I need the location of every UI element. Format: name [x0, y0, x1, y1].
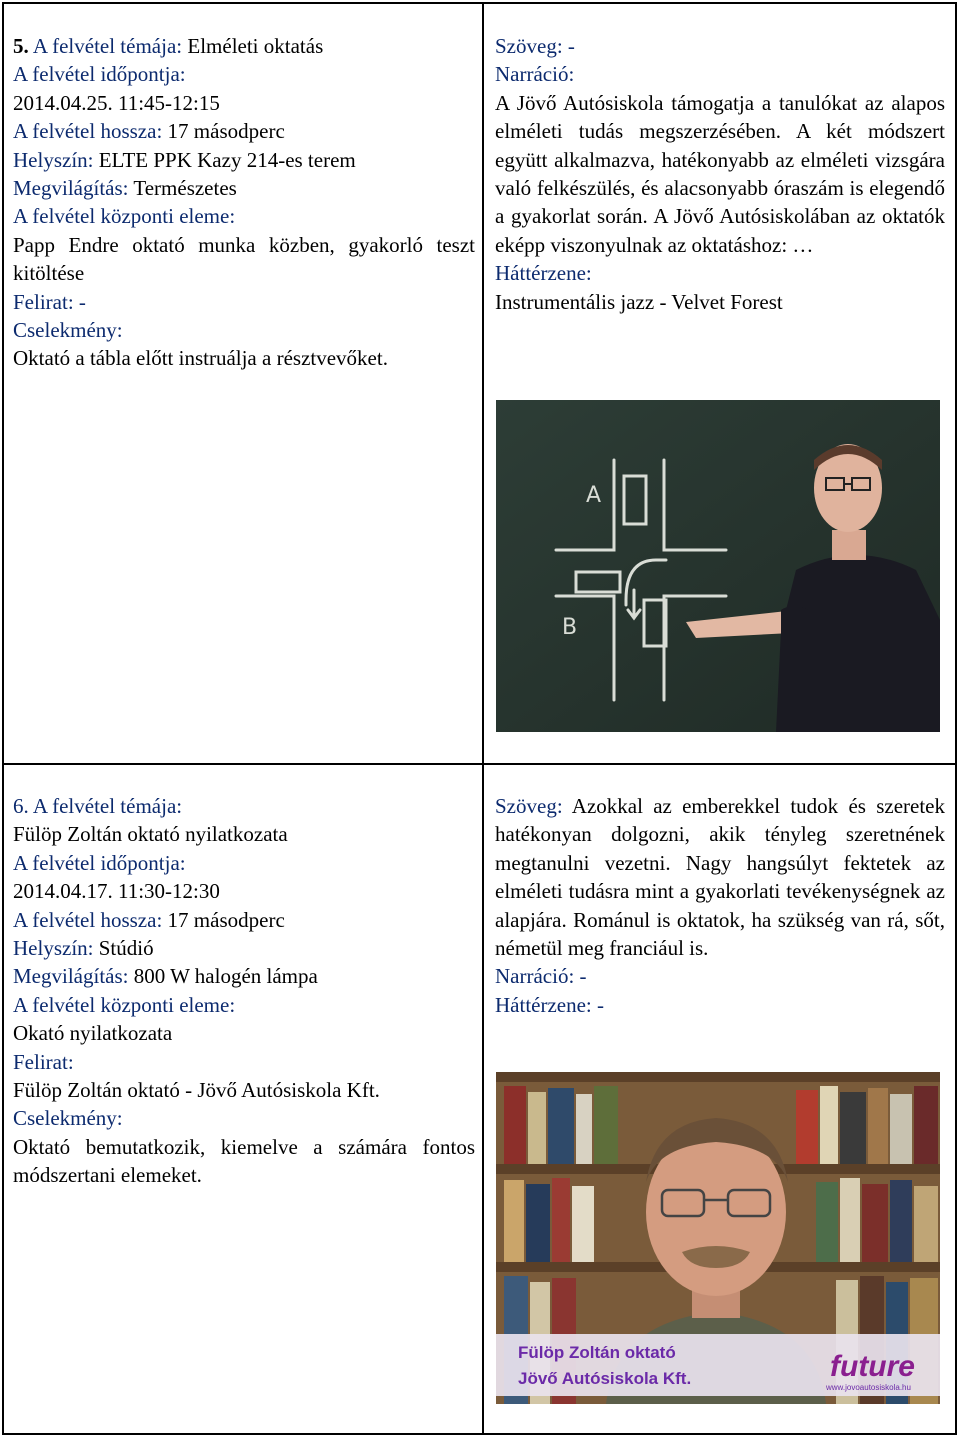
center-value: Okató nyilatkozata [13, 1021, 173, 1046]
narration-label: Narráció: [495, 62, 575, 87]
topic-value: Fülöp Zoltán oktató nyilatkozata [13, 822, 288, 847]
table-border-bottom [2, 1433, 957, 1435]
lighting-label: Megvilágítás: [13, 176, 129, 201]
lighting-value: Természetes [133, 176, 237, 201]
board-letter-b: B [562, 615, 578, 640]
length-value: 17 másodperc [167, 119, 285, 144]
time-label: A felvétel időpontja: [13, 850, 186, 875]
future-logo: future [830, 1350, 915, 1383]
board-letter-a: A [586, 483, 602, 508]
table-border-right [955, 2, 957, 1435]
interview-illustration [496, 1072, 940, 1404]
center-label: A felvétel központi eleme: [13, 204, 236, 229]
action-label: Cselekmény: [13, 318, 123, 343]
topic-value: Elméleti oktatás [187, 34, 324, 58]
music-label: Háttérzene: - [495, 992, 605, 1017]
topic-label: A felvétel témája: [32, 34, 183, 58]
center-value: Papp Endre oktató munka közben, gyakorló teszt kitöltése [13, 232, 475, 286]
length-value: 17 másodperc [167, 907, 285, 932]
caption-value: Fülöp Zoltán oktató - Jövő Autósiskola Kft. [13, 1078, 380, 1103]
length-label: A felvétel hossza: [13, 119, 163, 144]
caption-label: Felirat: - [13, 289, 86, 314]
shot-6-script [495, 792, 945, 1019]
table-border-left [2, 2, 4, 1435]
number-topic-label: 6. A felvétel témája: [13, 794, 183, 818]
table-border-top [2, 2, 957, 4]
time-value: 2014.04.25. 11:45-12:15 [13, 90, 220, 115]
table-row-divider [2, 763, 957, 765]
narration-value: A Jövő Autósiskola támogatja a tanulókat az alapos elméleti tudás megszerzésében. A két módszert együtt alkalmazva, hatékonyabb az elméleti vizsgára való felkészülés, és alacsonyabb óraszám is elegendő a gyakorlat során. A Jövő Autósiskolában az oktatók eképp viszonyulnak az oktatáshoz: … [495, 90, 945, 257]
logo-url: www.jovoautosiskola.hu [826, 1383, 911, 1392]
lighting-label: Megvilágítás: [13, 964, 129, 989]
interview-photo [496, 1072, 940, 1404]
overlay-name: Fülöp Zoltán oktató [518, 1343, 676, 1362]
music-value: Instrumentális jazz - Velvet Forest [495, 289, 783, 314]
center-label: A felvétel központi eleme: [13, 992, 236, 1017]
shot-5-metadata [13, 32, 475, 373]
place-value: Stúdió [98, 936, 154, 961]
time-value: 2014.04.17. 11:30-12:30 [13, 879, 220, 904]
action-label: Cselekmény: [13, 1106, 123, 1131]
text-value: Azokkal az emberekkel tudok és szeretek hatékonyan dolgozni, akik tényleg szeretnének megtanulni vezetni. Nagy hangsúlyt fektetek az elméleti tudásra mint a gyakorlati tevékenységnek az alapjára. Románul is oktatok, ha szükség van rá, sőt, németül meg franciául is. [495, 794, 946, 961]
shot-5-script [495, 32, 945, 316]
shot-number: 5. [13, 34, 29, 58]
overlay-school: Jövő Autósiskola Kft. [518, 1369, 692, 1388]
shot-6-metadata [13, 792, 475, 1190]
caption-label: Felirat: [13, 1049, 74, 1074]
narration-label: Narráció: - [495, 964, 587, 989]
text-label: Szöveg: [495, 794, 563, 818]
chalkboard-photo [496, 400, 940, 732]
lighting-value: 800 W halogén lámpa [133, 964, 318, 989]
length-label: A felvétel hossza: [13, 907, 163, 932]
action-value: Oktató bemutatkozik, kiemelve a számára fontos módszertani elemeket. [13, 1134, 475, 1188]
document-table [2, 2, 957, 1435]
time-label: A felvétel időpontja: [13, 62, 186, 87]
chalkboard-illustration [496, 400, 940, 732]
place-value: ELTE PPK Kazy 214-es terem [98, 147, 356, 172]
place-label: Helyszín: [13, 147, 94, 172]
text-label: Szöveg: - [495, 34, 575, 58]
table-column-divider [482, 2, 484, 1435]
music-label: Háttérzene: [495, 261, 592, 286]
place-label: Helyszín: [13, 936, 94, 961]
action-value: Oktató a tábla előtt instruálja a résztvevőket. [13, 346, 388, 371]
